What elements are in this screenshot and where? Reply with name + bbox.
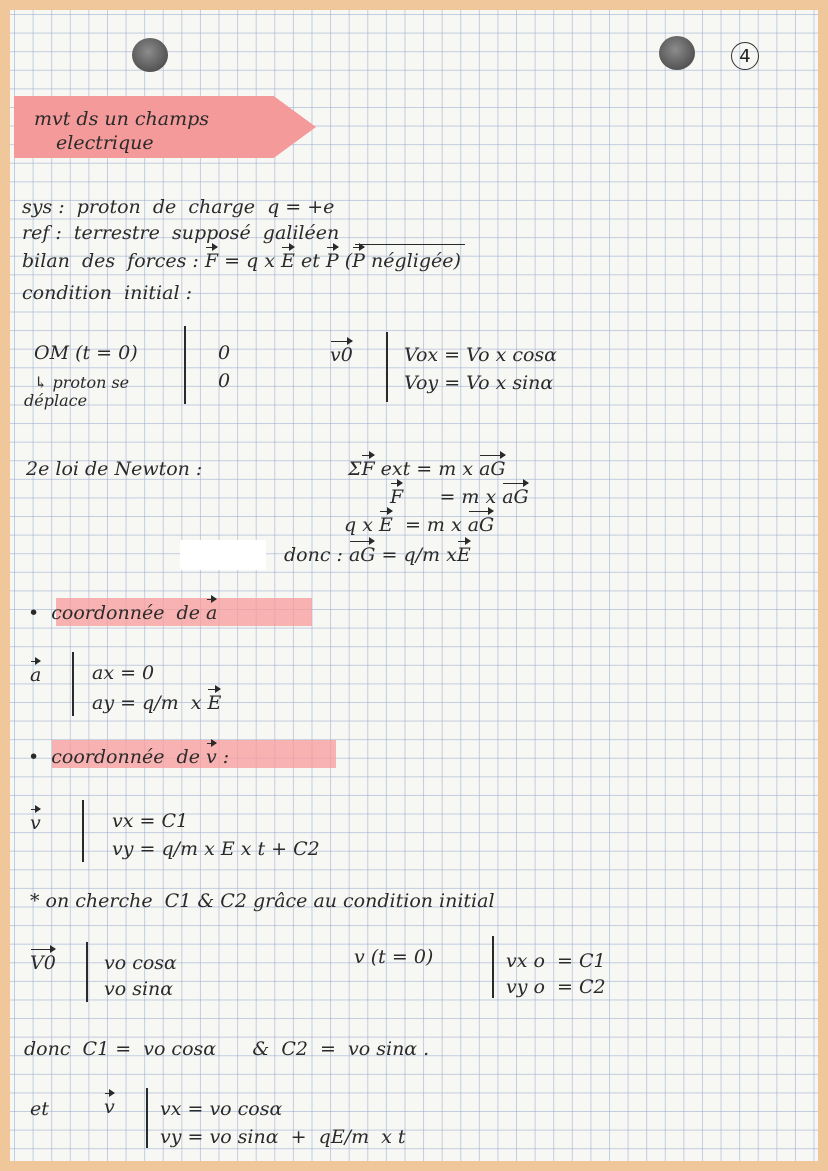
proton-note-2: déplace bbox=[24, 391, 88, 410]
final-et: et bbox=[30, 1098, 49, 1120]
ax-line: ax = 0 bbox=[92, 662, 155, 684]
ay-line: ay = q/m x E bbox=[92, 692, 222, 714]
referential-underline bbox=[355, 244, 465, 245]
om-x-value: 0 bbox=[218, 342, 231, 364]
v-t0-label: v (t = 0) bbox=[354, 946, 434, 968]
newton-line-1: ΣF ext = m x aG bbox=[348, 458, 506, 480]
v0-cos-line: vo cosα bbox=[104, 952, 177, 974]
binder-hole-left bbox=[132, 38, 168, 72]
v-t0-brace bbox=[492, 936, 494, 998]
weight-vector-2: P bbox=[352, 250, 365, 272]
v0-vector-label: V0 bbox=[30, 952, 56, 974]
weight-vector: P bbox=[325, 250, 339, 272]
coord-v-heading: • coordonnée de v : bbox=[28, 746, 230, 768]
force-vector: F bbox=[204, 250, 219, 272]
vx-line: vx = C1 bbox=[112, 810, 189, 832]
a-brace bbox=[72, 652, 74, 716]
om-label: OM (t = 0) bbox=[34, 342, 138, 364]
v0x-line: Vox = Vo x cosα bbox=[404, 344, 558, 366]
whiteout-patch bbox=[180, 540, 266, 570]
v0-sin-line: vo sinα bbox=[104, 978, 174, 1000]
title-line-2: electrique bbox=[56, 132, 154, 154]
newton-label: 2e loi de Newton : bbox=[26, 458, 203, 480]
system-line: sys : proton de charge q = +e bbox=[22, 196, 335, 218]
initial-condition-line: condition initial : bbox=[22, 282, 192, 304]
vy-line: vy = q/m x E x t + C2 bbox=[112, 838, 320, 860]
forces-balance-line: bilan des forces : F = q x E et P (P négligée) bbox=[22, 250, 461, 272]
final-v-label: v bbox=[104, 1096, 115, 1118]
v-brace bbox=[82, 800, 84, 862]
v0-brace-2 bbox=[86, 942, 88, 1002]
binder-hole-right bbox=[659, 36, 695, 70]
v0-label: v0 bbox=[330, 344, 353, 366]
a-vector-label: a bbox=[30, 664, 42, 686]
field-vector: E bbox=[281, 250, 295, 272]
title-line-1: mvt ds un champs bbox=[34, 108, 210, 130]
final-vy-line: vy = vo sinα + qE/m x t bbox=[160, 1126, 406, 1148]
proton-note-1: ↳ proton se bbox=[34, 373, 130, 392]
v0-brace bbox=[386, 332, 388, 402]
constants-result: donc C1 = vo cosα & C2 = vo sinα . bbox=[24, 1038, 430, 1060]
newton-line-2: F = m x aG bbox=[390, 486, 529, 508]
constants-note: * on cherche C1 & C2 grâce au condition initial bbox=[30, 890, 495, 912]
final-brace bbox=[146, 1088, 148, 1148]
final-vx-line: vx = vo cosα bbox=[160, 1098, 283, 1120]
om-y-value: 0 bbox=[218, 370, 231, 392]
coord-a-heading: • coordonnée de a bbox=[28, 602, 218, 624]
newton-line-4: donc : aG = q/m xE bbox=[284, 544, 471, 566]
referential-line: ref : terrestre supposé galiléen bbox=[22, 222, 340, 244]
v-vector-label: v bbox=[30, 812, 41, 834]
om-brace bbox=[184, 326, 186, 404]
vy0-line: vy o = C2 bbox=[506, 976, 606, 998]
page-number: 4 bbox=[731, 42, 759, 70]
vx0-line: vx o = C1 bbox=[506, 950, 606, 972]
newton-line-3: q x E = m x aG bbox=[344, 514, 495, 536]
v0y-line: Voy = Vo x sinα bbox=[404, 372, 554, 394]
